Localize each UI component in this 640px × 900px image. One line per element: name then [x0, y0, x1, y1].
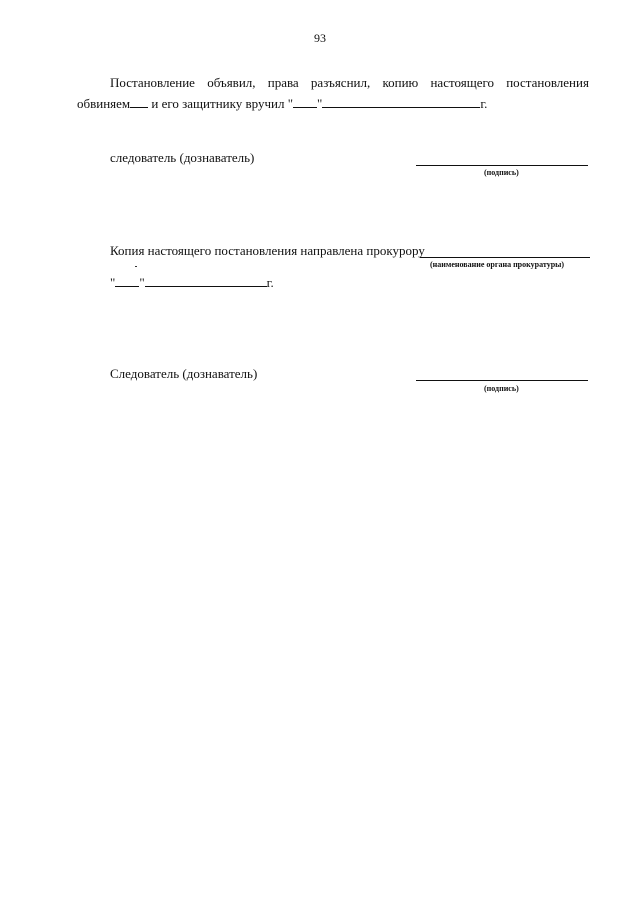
- date-close-quote: ": [139, 275, 145, 290]
- signature-caption-1: (подпись): [484, 168, 519, 177]
- month-year-blank[interactable]: [322, 96, 480, 108]
- delivered-text: и его защитнику вручил ": [148, 96, 293, 111]
- paragraph-word: права: [267, 75, 299, 90]
- prosecutor-office-line[interactable]: [420, 257, 590, 258]
- paragraph-word: настоящего: [430, 75, 494, 90]
- date-open-quote: ": [110, 275, 116, 290]
- signature-caption-2: (подпись): [484, 384, 519, 393]
- date-month-year-blank[interactable]: [145, 275, 267, 287]
- scan-speck: [135, 266, 137, 267]
- day-blank[interactable]: [293, 96, 317, 108]
- paragraph-word: Постановление: [110, 75, 195, 90]
- paragraph-word: объявил,: [207, 75, 256, 90]
- close-quote: ": [317, 96, 323, 111]
- paragraph-word: разъяснил,: [310, 75, 371, 90]
- paragraph-word: копию: [382, 75, 419, 90]
- date-day-blank[interactable]: [115, 275, 139, 287]
- year-suffix: г.: [480, 96, 488, 111]
- accused-prefix: обвиняем: [77, 96, 131, 111]
- prosecutor-office-caption: (наименование органа прокуратуры): [430, 260, 565, 269]
- paragraph-word: постановления: [506, 75, 589, 90]
- date-year-suffix: г.: [266, 275, 274, 290]
- signature-line-1[interactable]: [416, 165, 588, 166]
- paragraph-line-2: [77, 96, 487, 112]
- signature-line-2[interactable]: [416, 380, 588, 381]
- investigator-label-2: Следователь (дознаватель): [110, 366, 258, 381]
- paragraph-line-1: [110, 75, 589, 91]
- page-number: 93: [314, 31, 326, 45]
- prosecutor-copy-text: Копия настоящего постановления направлена прокурору: [110, 243, 425, 258]
- accused-ending-blank[interactable]: [130, 96, 148, 108]
- investigator-label: следователь (дознаватель): [110, 150, 255, 165]
- prosecutor-date-line: [110, 275, 274, 291]
